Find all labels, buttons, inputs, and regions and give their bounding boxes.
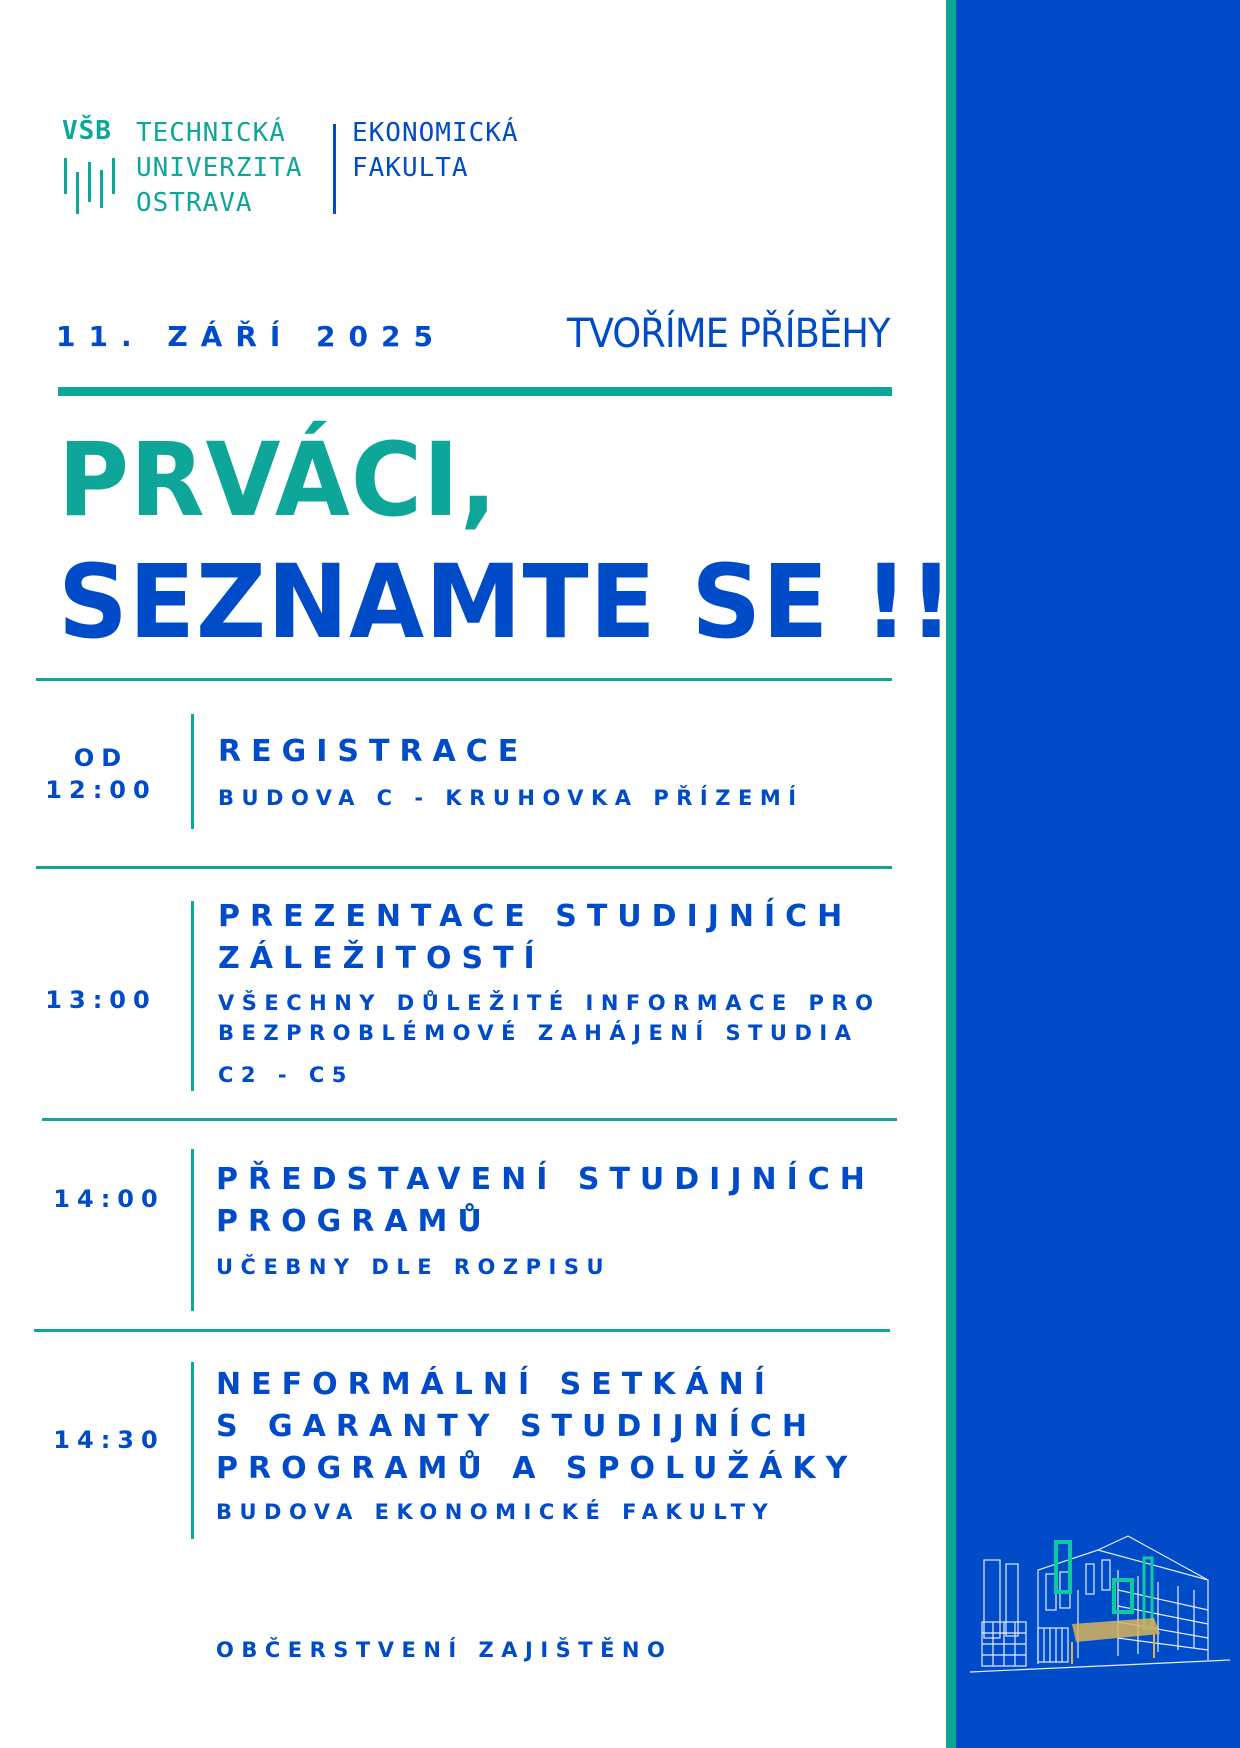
- section-divider: [34, 1329, 890, 1332]
- logo-university-name: [136, 116, 303, 221]
- side-panel-edge: [946, 0, 956, 1748]
- schedule-item-rule: [191, 1362, 194, 1539]
- section-divider: [42, 1118, 897, 1121]
- schedule-detail-line: BEZPROBLÉMOVÉ ZAHÁJENÍ STUDIA: [218, 1021, 859, 1045]
- schedule-details: [216, 1497, 775, 1527]
- schedule-details: [218, 783, 804, 813]
- vsb-bars-icon: [64, 158, 116, 216]
- logo-university-line: TECHNICKÁ: [136, 118, 286, 148]
- schedule-time: [36, 984, 166, 1016]
- schedule-time-line: 13:00: [45, 986, 157, 1014]
- building-sketch-icon: [968, 1530, 1232, 1680]
- headline-line-1: PRVÁCI,: [58, 421, 498, 540]
- logo-university-line: OSTRAVA: [136, 188, 253, 218]
- schedule-title: [216, 1159, 875, 1243]
- logo-vsb: VŠB: [62, 116, 112, 146]
- logo-faculty-line: FAKULTA: [352, 153, 469, 183]
- schedule-time-line: 14:00: [53, 1185, 165, 1213]
- footer-note: OBČERSTVENÍ ZAJIŠTĚNO: [216, 1638, 673, 1662]
- blue-side-panel: [946, 0, 1240, 1748]
- schedule-detail-line: UČEBNY DLE ROZPISU: [216, 1255, 612, 1279]
- schedule-time: [44, 1424, 174, 1456]
- schedule-title-line: ZÁLEŽITOSTÍ: [218, 941, 545, 976]
- logo-divider: [333, 124, 336, 214]
- schedule-title-line: PROGRAMŮ: [216, 1204, 492, 1239]
- section-divider: [36, 866, 892, 869]
- schedule-time-line: 12:00: [45, 776, 157, 804]
- schedule-title-line: PREZENTACE STUDIJNÍCH: [218, 899, 853, 934]
- schedule-item-rule: [191, 714, 194, 829]
- schedule-detail-line: C2 - C5: [218, 1063, 354, 1087]
- schedule-time: [36, 742, 166, 806]
- schedule-title-line: PROGRAMŮ A SPOLUŽÁKY: [216, 1451, 858, 1486]
- schedule-title-line: REGISTRACE: [218, 734, 529, 769]
- headline-line-2: SEZNAMTE SE !!!: [58, 543, 1000, 662]
- event-date: 11. ZÁŘÍ 2025: [56, 320, 446, 353]
- schedule-time: [44, 1183, 174, 1215]
- schedule-title: [218, 896, 852, 980]
- schedule-item-rule: [191, 901, 194, 1091]
- schedule-title-line: PŘEDSTAVENÍ STUDIJNÍCH: [216, 1162, 875, 1197]
- schedule-title-line: NEFORMÁLNÍ SETKÁNÍ: [216, 1367, 775, 1402]
- section-divider: [36, 678, 892, 681]
- schedule-item-rule: [191, 1149, 194, 1311]
- schedule-title: [218, 731, 528, 773]
- header-divider: [58, 387, 892, 396]
- schedule-time-line: 14:30: [53, 1426, 165, 1454]
- schedule-detail-line: BUDOVA EKONOMICKÉ FAKULTY: [216, 1500, 776, 1524]
- schedule-detail-line: BUDOVA C - KRUHOVKA PŘÍZEMÍ: [218, 786, 804, 810]
- schedule-detail-line: VŠECHNY DŮLEŽITÉ INFORMACE PRO: [218, 991, 881, 1015]
- logo-faculty-line: EKONOMICKÁ: [352, 118, 519, 148]
- schedule-title-line: S GARANTY STUDIJNÍCH: [216, 1409, 818, 1444]
- schedule-details: [218, 988, 880, 1090]
- slogan: TVOŘÍME PŘÍBĚHY: [567, 311, 890, 357]
- logo-university-line: UNIVERZITA: [136, 153, 303, 183]
- schedule-time-line: OD: [73, 744, 129, 772]
- logo-faculty-name: [352, 116, 519, 186]
- schedule-details: [216, 1252, 611, 1282]
- schedule-title: [216, 1364, 857, 1490]
